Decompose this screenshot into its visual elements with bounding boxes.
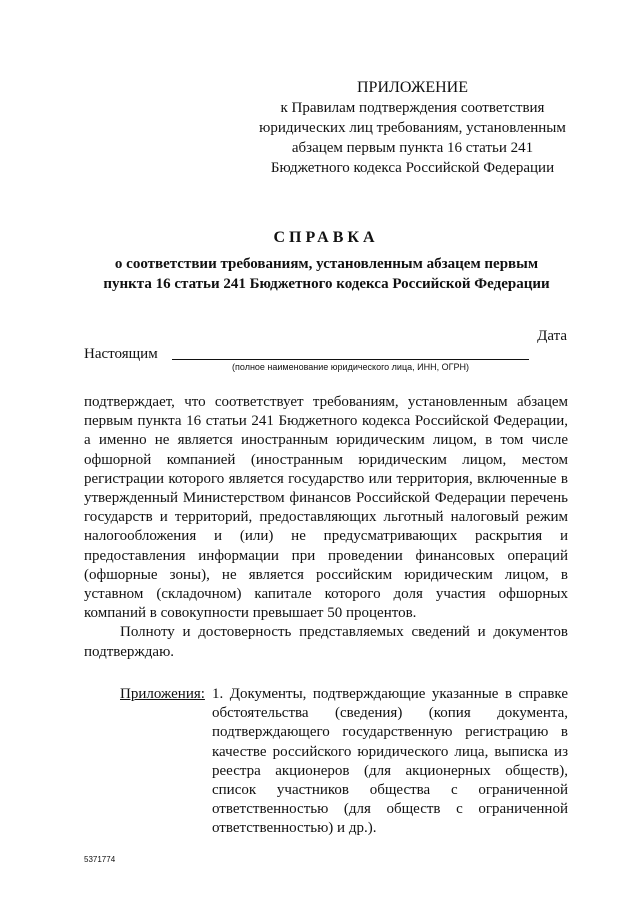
body-paragraph: подтверждает, что соответствует требованиям, установленным абзацем первым пункта 16 статьи 241 Бюджетного кодекса Российской Федерации, а именно не является иностранным юридическим лицом, в том числе офшорной компанией (иностранным юридическим лицом, местом регистрации которого является государство или территория, включенные в утвержденный Министерством финансов Российской Федерации перечень государств и территорий, предоставляющих льготный налоговый режим налогообложения и (или) не предусматривающих раскрытия и предоставления информации при проведении финансовых операций (офшорные зоны), не является российским юридическим лицом, в уставном (складочном) капитале которого доля участия офшорных компаний в совокупности превышает 50 процентов. — [84, 394, 568, 622]
footer-code: 5371774 — [84, 855, 116, 864]
organization-name-line — [172, 359, 529, 360]
organization-name-hint: (полное наименование юридического лица, ИНН, ОГРН) — [232, 362, 469, 372]
appendix-line: к Правилам подтверждения соответствия — [280, 100, 545, 116]
appendix-header — [240, 78, 585, 178]
body-text — [84, 393, 568, 662]
present-label: Настоящим — [84, 346, 158, 362]
appendix-title: ПРИЛОЖЕНИЕ — [356, 79, 468, 96]
document-subtitle — [84, 254, 569, 294]
date-label: Дата — [537, 328, 567, 344]
attachment-item: 1. Документы, подтверждающие указанные в справке обстоятельства (сведения) (копия документа, подтверждающего государственную регистрацию в качестве российского юридического лица, выписка из реестра акционеров (для акционерных обществ), список участников общества с ограниченной ответственностью (для обществ с ограниченной ответственностью) и др.). — [212, 686, 568, 837]
subtitle-line: о соответствии требованиям, установленным абзацем первым — [114, 256, 539, 272]
appendix-line: юридических лиц требованиям, установленным — [259, 120, 566, 136]
appendix-line: абзацем первым пункта 16 статьи 241 — [291, 140, 534, 156]
body-paragraph: Полноту и достоверность представляемых сведений и документов подтверждаю. — [84, 624, 568, 660]
document-title: СПРАВКА — [273, 229, 379, 246]
attachments-label: Приложения: — [120, 686, 205, 702]
appendix-line: Бюджетного кодекса Российской Федерации — [270, 160, 555, 176]
subtitle-line: пункта 16 статьи 241 Бюджетного кодекса Российской Федерации — [103, 276, 550, 292]
